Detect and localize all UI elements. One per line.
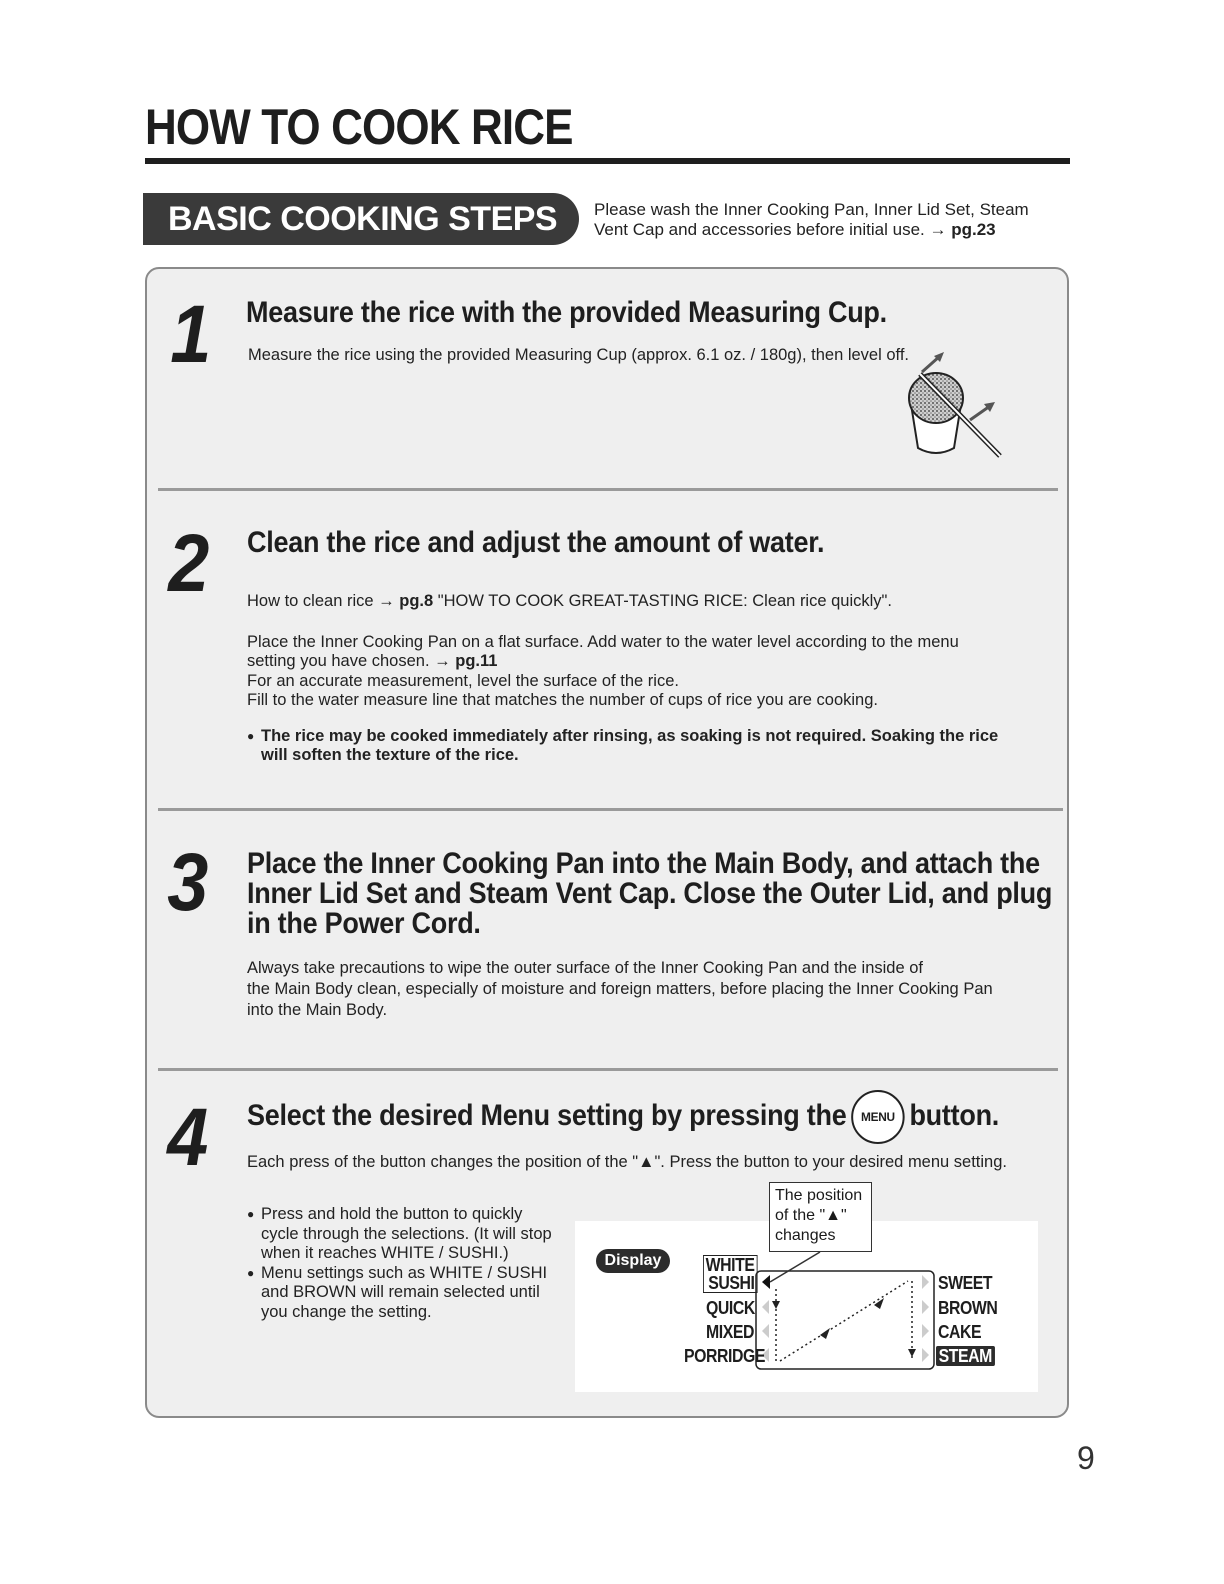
page-reference[interactable]: pg.23 <box>951 220 996 239</box>
step-text-line: Measure the rice using the provided Measuring Cup (approx. 6.1 oz. / 180g), then level off. <box>248 346 909 364</box>
step-text-line: the Main Body clean, especially of moisture and foreign matters, before placing the Inner Cooking Pan <box>247 980 993 998</box>
display-badge: Display <box>596 1249 670 1273</box>
menu-white: WHITE <box>705 1255 755 1275</box>
step-number: 2 <box>168 518 210 609</box>
intro-line-2-text: Vent Cap and accessories before initial use. <box>594 220 925 239</box>
heading-line: Place the Inner Cooking Pan into the Main Body, and attach the <box>247 847 1040 880</box>
clean-suffix: "HOW TO COOK GREAT-TASTING RICE: Clean rice quickly". <box>433 592 892 610</box>
section-tab: BASIC COOKING STEPS <box>143 193 579 245</box>
step-bullets <box>247 1205 577 1322</box>
line-prefix: setting you have chosen. <box>247 652 430 670</box>
step-text <box>248 346 909 366</box>
heading-text: button. <box>909 1099 1000 1132</box>
step-text-line: into the Main Body. <box>247 1001 388 1019</box>
step-text-line: Each press of the button changes the position of the "▲". Press the button to your desired menu setting. <box>247 1153 1007 1171</box>
bullet-line: cycle through the selections. (It will stop <box>261 1224 552 1243</box>
callout-line: changes <box>775 1227 836 1244</box>
step-text-line: For an accurate measurement, level the surface of the rice. <box>247 671 679 690</box>
arrow-icon: → <box>434 652 451 670</box>
menu-button-icon: MENU <box>851 1090 904 1144</box>
arrow-icon: → <box>929 220 947 239</box>
menu-mixed: MIXED <box>706 1322 754 1342</box>
arrow-icon: → <box>378 592 395 610</box>
step-heading: Clean the rice and adjust the amount of water. <box>247 526 825 559</box>
menu-white-sushi <box>703 1255 757 1293</box>
step-text-line: Always take precautions to wipe the outer surface of the Inner Cooking Pan and the inside of <box>247 959 923 977</box>
note-line: ● The rice may be cooked immediately after rinsing, as soaking is not required. Soaking the rice <box>261 726 999 745</box>
menu-sushi: SUSHI <box>708 1273 755 1293</box>
step-text <box>247 592 1037 766</box>
bullet-line: you change the setting. <box>261 1302 432 1321</box>
menu-cake: CAKE <box>938 1322 982 1342</box>
step-number: 3 <box>167 837 209 928</box>
page-reference[interactable]: pg.8 <box>399 592 434 610</box>
step-number: 4 <box>167 1092 209 1183</box>
soaking-note <box>247 727 1037 766</box>
note-line: will soften the texture of the rice. <box>261 746 519 764</box>
bullet-line: ● Menu settings such as WHITE / SUSHI <box>261 1263 548 1282</box>
intro-line-2 <box>594 220 1074 240</box>
position-callout <box>769 1182 872 1252</box>
bullet-line: ● Press and hold the button to quickly <box>261 1205 523 1223</box>
menu-steam <box>936 1346 995 1366</box>
step-heading <box>247 849 1052 939</box>
step-text-line <box>247 652 1037 672</box>
menu-sweet: SWEET <box>938 1273 993 1293</box>
title-rule <box>145 158 1070 164</box>
bullet-item <box>247 1264 577 1323</box>
step-heading: Measure the rice with the provided Measuring Cup. <box>246 296 887 329</box>
page-title: HOW TO COOK RICE <box>145 99 573 155</box>
step-divider <box>158 488 1058 491</box>
step-text <box>247 1153 1007 1173</box>
measuring-cup-icon <box>900 350 1010 465</box>
clean-rice-reference <box>247 592 1037 612</box>
step-heading <box>247 1089 999 1144</box>
menu-cycle-diagram <box>740 1245 940 1375</box>
bullet-line: when it reaches WHITE / SUSHI.) <box>261 1244 509 1262</box>
callout-line: The position <box>775 1187 863 1204</box>
bullet-item <box>247 1205 577 1264</box>
clean-prefix: How to clean rice <box>247 592 374 610</box>
heading-line: in the Power Cord. <box>247 907 481 940</box>
step-divider <box>158 1068 1058 1071</box>
intro-line-1: Please wash the Inner Cooking Pan, Inner Lid Set, Steam <box>594 200 1029 219</box>
menu-brown: BROWN <box>938 1298 998 1318</box>
step-text-line: Fill to the water measure line that matches the number of cups of rice you are cooking. <box>247 691 878 709</box>
step-divider <box>158 808 1063 811</box>
heading-line: Inner Lid Set and Steam Vent Cap. Close the Outer Lid, and plug <box>247 877 1053 910</box>
menu-porridge: PORRIDGE <box>684 1346 765 1366</box>
step-text <box>247 958 993 1021</box>
step-text-line: Place the Inner Cooking Pan on a flat surface. Add water to the water level according to the menu <box>247 632 959 651</box>
step-number: 1 <box>170 289 212 380</box>
page-number: 9 <box>1077 1440 1095 1476</box>
callout-line: of the "▲" <box>775 1207 847 1224</box>
menu-steam-label: STEAM <box>936 1346 995 1366</box>
page-reference[interactable]: pg.11 <box>455 652 498 670</box>
heading-text: Select the desired Menu setting by pressing the <box>247 1099 847 1132</box>
intro-note <box>594 200 1074 240</box>
bullet-line: and BROWN will remain selected until <box>261 1283 540 1301</box>
menu-quick: QUICK <box>706 1298 755 1318</box>
